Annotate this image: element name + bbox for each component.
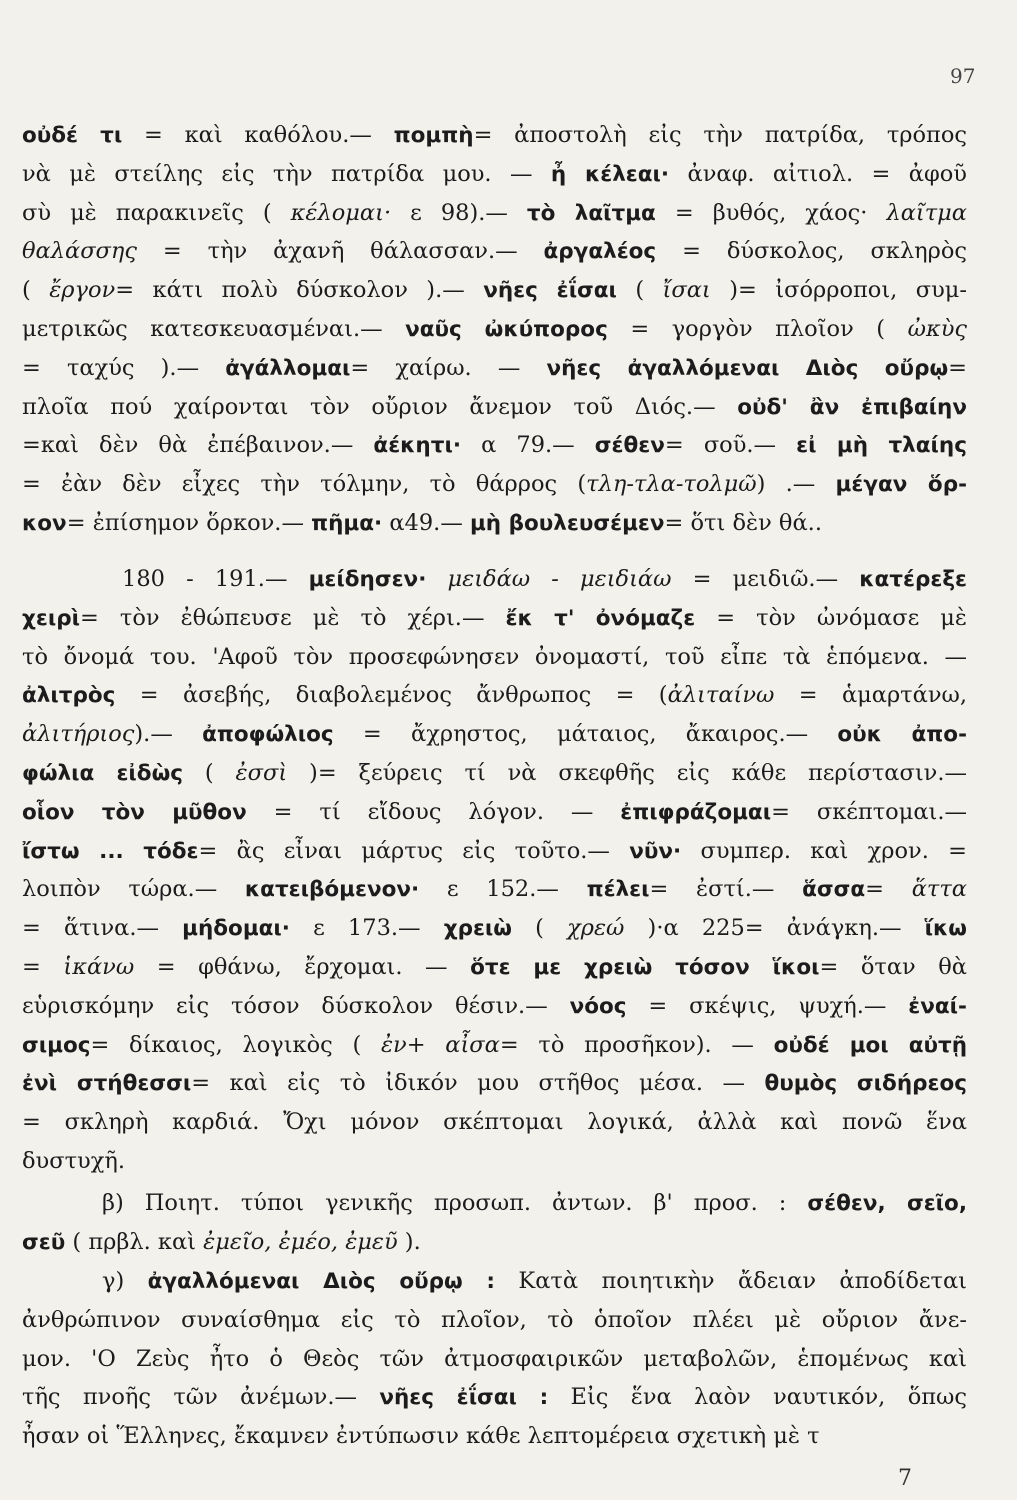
gloss-text: ε 173.—: [289, 915, 444, 942]
lemma-term: οὐδ' ἂν ἐπιβαίην: [737, 394, 967, 420]
gloss-text: μετρικῶς κατεσκευασμέναι.—: [22, 315, 406, 342]
text-line: [22, 271, 967, 310]
lemma-term: οὐκ ἀπο-: [837, 722, 967, 748]
gloss-text: = σκληρὴ καρδιά. Ὄχι μόνον σκέπτομαι λογικά, ἀλλὰ καὶ πονῶ ἕνα: [22, 1109, 967, 1136]
glossary-block-1: [22, 116, 967, 543]
italic-form: ἀλιταίνω: [667, 682, 775, 709]
gloss-text: Εἰς ἕνα λαὸν ναυτικόν, ὅπως: [548, 1384, 967, 1411]
lemma-term: ἔκ τ' ὀνόμαζε: [505, 605, 696, 631]
italic-form: ἐσσὶ: [235, 759, 288, 786]
gloss-text: = χαίρω. —: [350, 354, 547, 381]
gloss-text: = σκέπτομαι.—: [771, 798, 967, 825]
text-line: [22, 504, 967, 543]
gloss-text: = ἂς εἶναι μάρτυς εἰς τοῦτο.—: [198, 837, 630, 864]
text-line: [22, 1301, 967, 1340]
gloss-text: νὰ μὲ στείλης εἰς τὴν πατρίδα μου. —: [22, 160, 551, 187]
gloss-text: (: [616, 277, 663, 304]
text-line: [22, 1142, 967, 1181]
italic-form: μειδάω - μειδιάω: [447, 566, 672, 592]
text-line: [22, 638, 967, 677]
gloss-text: = σκέψις, ψυχή.—: [626, 992, 909, 1019]
gloss-text: = ἐὰν δὲν εἶχες τὴν τόλμην, τὸ θάρρος (: [22, 471, 587, 498]
text-line: [22, 465, 967, 504]
lemma-term: μὴ βουλευσέμεν: [469, 510, 665, 536]
gloss-text: ἀναφ. αἰτιολ. = ἀφοῦ: [669, 160, 967, 187]
italic-form: ὠκὺς: [907, 315, 967, 342]
text-line: [22, 909, 967, 948]
gloss-text: (: [183, 759, 236, 786]
lemma-term: ἀποφώλιος: [202, 722, 334, 748]
gloss-text: = τὴν ἀχανῆ θάλασσαν.—: [137, 238, 544, 265]
text-line: [22, 232, 967, 271]
gloss-text: γ): [102, 1268, 148, 1294]
lemma-term: θυμὸς σιδήρεος: [764, 1071, 967, 1097]
page-number: 97: [950, 64, 976, 88]
gloss-text: ἀνθρώπινον συναίσθημα εἰς τὸ πλοῖον, τὸ ὁποῖον πλέει μὲ οὔριον ἄνε-: [22, 1306, 967, 1333]
lemma-term: μήδομαι·: [182, 916, 290, 942]
text-line: [22, 1026, 967, 1065]
gloss-text: )·α 225= ἀνάγκη.—: [624, 915, 925, 942]
gloss-text: ) .—: [756, 471, 836, 498]
text-line: [22, 1103, 967, 1142]
gloss-text: = δύσκολος, σκληρὸς: [656, 238, 967, 265]
gloss-text: = κάτι πολὺ δύσκολον ).—: [115, 277, 484, 304]
gloss-text: = ἐπίσημον ὅρκον.—: [66, 509, 312, 536]
gloss-text: = καὶ εἰς τὸ ἰδικόν μου στῆθος μέσα. —: [191, 1070, 765, 1097]
lemma-term: ἅσσα: [802, 877, 866, 903]
lemma-term: ἀλιτρὸς: [22, 683, 116, 709]
lemma-term: νῆες ἀγαλλόμεναι Διὸς οὔρῳ: [546, 355, 949, 381]
gloss-text: (: [512, 915, 568, 942]
lemma-term: κατέρεξε: [859, 567, 967, 592]
text-line: [22, 832, 967, 871]
gloss-text: = βυθός, χάος·: [655, 199, 887, 226]
lemma-term: ἀργαλέος: [543, 239, 657, 265]
gloss-text: πλοῖα πού χαίρονται τὸν οὔριον ἄνεμον τοῦ Διός.—: [22, 393, 738, 420]
lemma-term: οὐδέ τι: [22, 123, 123, 148]
text-line: [22, 349, 967, 388]
lemma-term: χειρὶ: [22, 605, 80, 631]
gloss-text: τὸ ὄνομά του. 'Αφοῦ τὸν προσεφώνησεν ὀνομαστί, τοῦ εἶπε τὰ ἑπόμενα. —: [22, 643, 967, 670]
lemma-term: ἐναί-: [908, 993, 967, 1019]
gloss-text: εὑρισκόμην εἰς τόσον δύσκολον θέσιν.—: [22, 992, 570, 1019]
italic-form: λαῖτμα: [886, 199, 967, 226]
gloss-text: = φθάνω, ἔρχομαι. —: [134, 953, 471, 980]
gloss-text: ε 98).—: [391, 199, 527, 226]
gloss-text: δυστυχῆ.: [22, 1147, 125, 1174]
lemma-term: κον: [22, 510, 67, 536]
lemma-term: σεῦ: [22, 1229, 66, 1255]
gloss-text: = δίκαιος, λογικὸς (: [90, 1031, 381, 1058]
gloss-text: = ταχύς ).—: [22, 354, 226, 381]
italic-form: ἴσαι: [662, 277, 711, 304]
text-line: [22, 310, 967, 349]
gloss-text: σὺ μὲ παρακινεῖς (: [22, 199, 291, 226]
lemma-term: φώλια εἰδὼς: [22, 760, 184, 786]
italic-form: ἐμεῖο, ἐμέο, ἐμεῦ: [203, 1228, 398, 1255]
gloss-text: Κατὰ ποιητικὴν ἄδειαν ἀποδίδεται: [495, 1268, 967, 1294]
note-gamma: [22, 1262, 967, 1456]
lemma-term: σιμος: [22, 1032, 91, 1058]
gloss-text: = καὶ καθόλου.—: [122, 122, 394, 148]
glossary-block-2: [22, 560, 967, 1181]
gloss-text: )= ξεύρεις τί νὰ σκεφθῆς εἰς κάθε περίστασιν.—: [287, 759, 967, 786]
lemma-term: σέθεν, σεῖο,: [807, 1191, 967, 1216]
text-line: [22, 560, 967, 599]
gloss-text: 180 - 191.—: [122, 566, 309, 592]
text-line: [22, 1184, 967, 1223]
gloss-text: = σοῦ.—: [664, 432, 797, 459]
text-line: [22, 987, 967, 1026]
lemma-term: ἴστω ... τόδε: [22, 838, 199, 864]
gloss-text: = τὸν ὠνόμασε μὲ: [695, 604, 967, 631]
note-beta: [22, 1184, 967, 1262]
text-line: [22, 599, 967, 638]
text-line: [22, 194, 967, 233]
lemma-term: οἷον τὸν μῦθον: [22, 799, 247, 825]
gloss-text: ).: [397, 1228, 421, 1255]
gloss-text: = ὅταν θὰ: [819, 953, 967, 980]
italic-form: ἱκάνω: [63, 953, 135, 980]
gloss-text: = τὸν ἐθώπευσε μὲ τὸ χέρι.—: [79, 604, 506, 631]
text-line: [22, 793, 967, 832]
lemma-term: ἀγαλλόμεναι Διὸς οὔρῳ :: [147, 1269, 496, 1294]
lemma-term: μέγαν ὅρ-: [835, 472, 968, 498]
gloss-text: λοιπὸν τώρα.—: [22, 876, 245, 903]
gloss-text: =: [948, 354, 968, 381]
lemma-term: ἵκω: [924, 916, 967, 942]
italic-form: χρεώ: [567, 915, 625, 942]
gloss-text: =: [865, 876, 912, 903]
lemma-term: ὅτε με χρειὼ τόσον ἵκοι: [470, 954, 820, 980]
gloss-text: = μειδιῶ.—: [671, 566, 860, 592]
gloss-text: = γοργὸν πλοῖον (: [607, 315, 908, 342]
lemma-term: κατειβόμενον·: [244, 877, 420, 903]
text-line: [22, 870, 967, 909]
gloss-text: =: [22, 953, 64, 980]
lemma-term: ἀέκητι·: [373, 433, 462, 459]
italic-form: ἐν+ αἶσα: [380, 1031, 500, 1058]
gloss-text: τῆς πνοῆς τῶν ἀνέμων.—: [22, 1384, 380, 1411]
italic-form: ἅττα: [911, 876, 967, 903]
gloss-text: = ἀσεβής, διαβολεμένος ἄνθρωπος = (: [115, 682, 668, 709]
text-line: [22, 155, 967, 194]
text-line: [22, 676, 967, 715]
text-line: [22, 388, 967, 427]
gloss-text: = ἐστί.—: [649, 876, 803, 903]
text-line: [22, 754, 967, 793]
lemma-term: χρειὼ: [443, 916, 512, 942]
text-line: [22, 1223, 967, 1262]
lemma-term: σέθεν: [594, 433, 665, 459]
gloss-text: μον. 'Ο Ζεὺς ἦτο ὁ Θεὸς τῶν ἀτμοσφαιρικῶν μεταβολῶν, ἑπομένως καὶ: [22, 1345, 967, 1372]
lemma-term: νόος: [569, 993, 627, 1019]
italic-form: τλη-τλα-τολμῶ: [586, 471, 757, 498]
gloss-text: (: [22, 277, 50, 304]
gloss-text: )= ἰσόρροποι, συμ-: [710, 277, 968, 304]
italic-form: θαλάσσης: [22, 238, 137, 265]
gloss-text: β) Ποιητ. τύποι γενικῆς προσωπ. ἀντων. β' προσ. :: [102, 1190, 808, 1216]
text-line: [22, 426, 967, 465]
gloss-text: ε 152.—: [419, 876, 587, 903]
text-line: [22, 1378, 967, 1417]
lemma-term: νῦν·: [629, 838, 682, 864]
gloss-text: ).—: [134, 721, 203, 748]
gloss-text: ἦσαν οἱ Ἕλληνες, ἔκαμνεν ἐντύπωσιν κάθε λεπτομέρεια σχετικὴ μὲ τ: [22, 1423, 820, 1450]
italic-form: ἀλιτήριος: [22, 721, 135, 748]
gloss-text: α49.—: [382, 509, 470, 536]
text-line: [22, 948, 967, 987]
lemma-term: ἐπιφράζομαι: [620, 799, 772, 825]
text-line: [22, 1340, 967, 1379]
gloss-text: [426, 566, 447, 592]
lemma-term: ναῦς ὠκύπορος: [405, 316, 608, 342]
text-line: [22, 116, 967, 155]
lemma-term: πῆμα·: [311, 510, 383, 536]
gloss-text: =καὶ δὲν θὰ ἐπέβαινον.—: [22, 432, 374, 459]
gloss-text: συμπερ. καὶ χρον. =: [681, 837, 968, 864]
text-line: [22, 1417, 967, 1456]
gloss-text: = ὅτι δὲν θά..: [664, 509, 822, 536]
italic-form: ἔργον: [49, 277, 116, 304]
lemma-term: ἦ κέλεαι·: [550, 161, 670, 187]
lemma-term: εἰ μὴ τλαίης: [796, 433, 967, 459]
gloss-text: = ἀποστολὴ εἰς τὴν πατρίδα, τρόπος: [473, 122, 967, 148]
italic-form: κέλομαι·: [290, 199, 392, 226]
lemma-term: πέλει: [586, 877, 650, 903]
gloss-text: = ἁμαρτάνω,: [774, 682, 967, 709]
gloss-text: α 79.—: [461, 432, 595, 459]
footer-mark: 7: [898, 1466, 912, 1491]
lemma-term: μείδησεν·: [308, 567, 427, 592]
text-line: [22, 1262, 967, 1301]
lemma-term: ἐνὶ στήθεσσι: [22, 1071, 192, 1097]
gloss-text: = τί εἴδους λόγον. —: [246, 798, 621, 825]
gloss-text: = ἄχρηστος, μάταιος, ἄκαιρος.—: [333, 721, 838, 748]
lemma-term: νῆες ἐΐσαι :: [379, 1385, 549, 1411]
lemma-term: ἀγάλλομαι: [225, 355, 351, 381]
text-line: [22, 715, 967, 754]
gloss-text: = τὸ προσῆκον). —: [499, 1031, 774, 1058]
lemma-term: πομπὴ: [393, 123, 474, 148]
gloss-text: ( πρβλ. καὶ: [65, 1228, 204, 1255]
text-line: [22, 1064, 967, 1103]
lemma-term: οὐδέ μοι αὐτῇ: [773, 1032, 968, 1058]
lemma-term: νῆες ἐΐσαι: [483, 278, 617, 304]
gloss-text: = ἅτινα.—: [22, 915, 183, 942]
lemma-term: τὸ λαῖτμα: [526, 200, 656, 226]
